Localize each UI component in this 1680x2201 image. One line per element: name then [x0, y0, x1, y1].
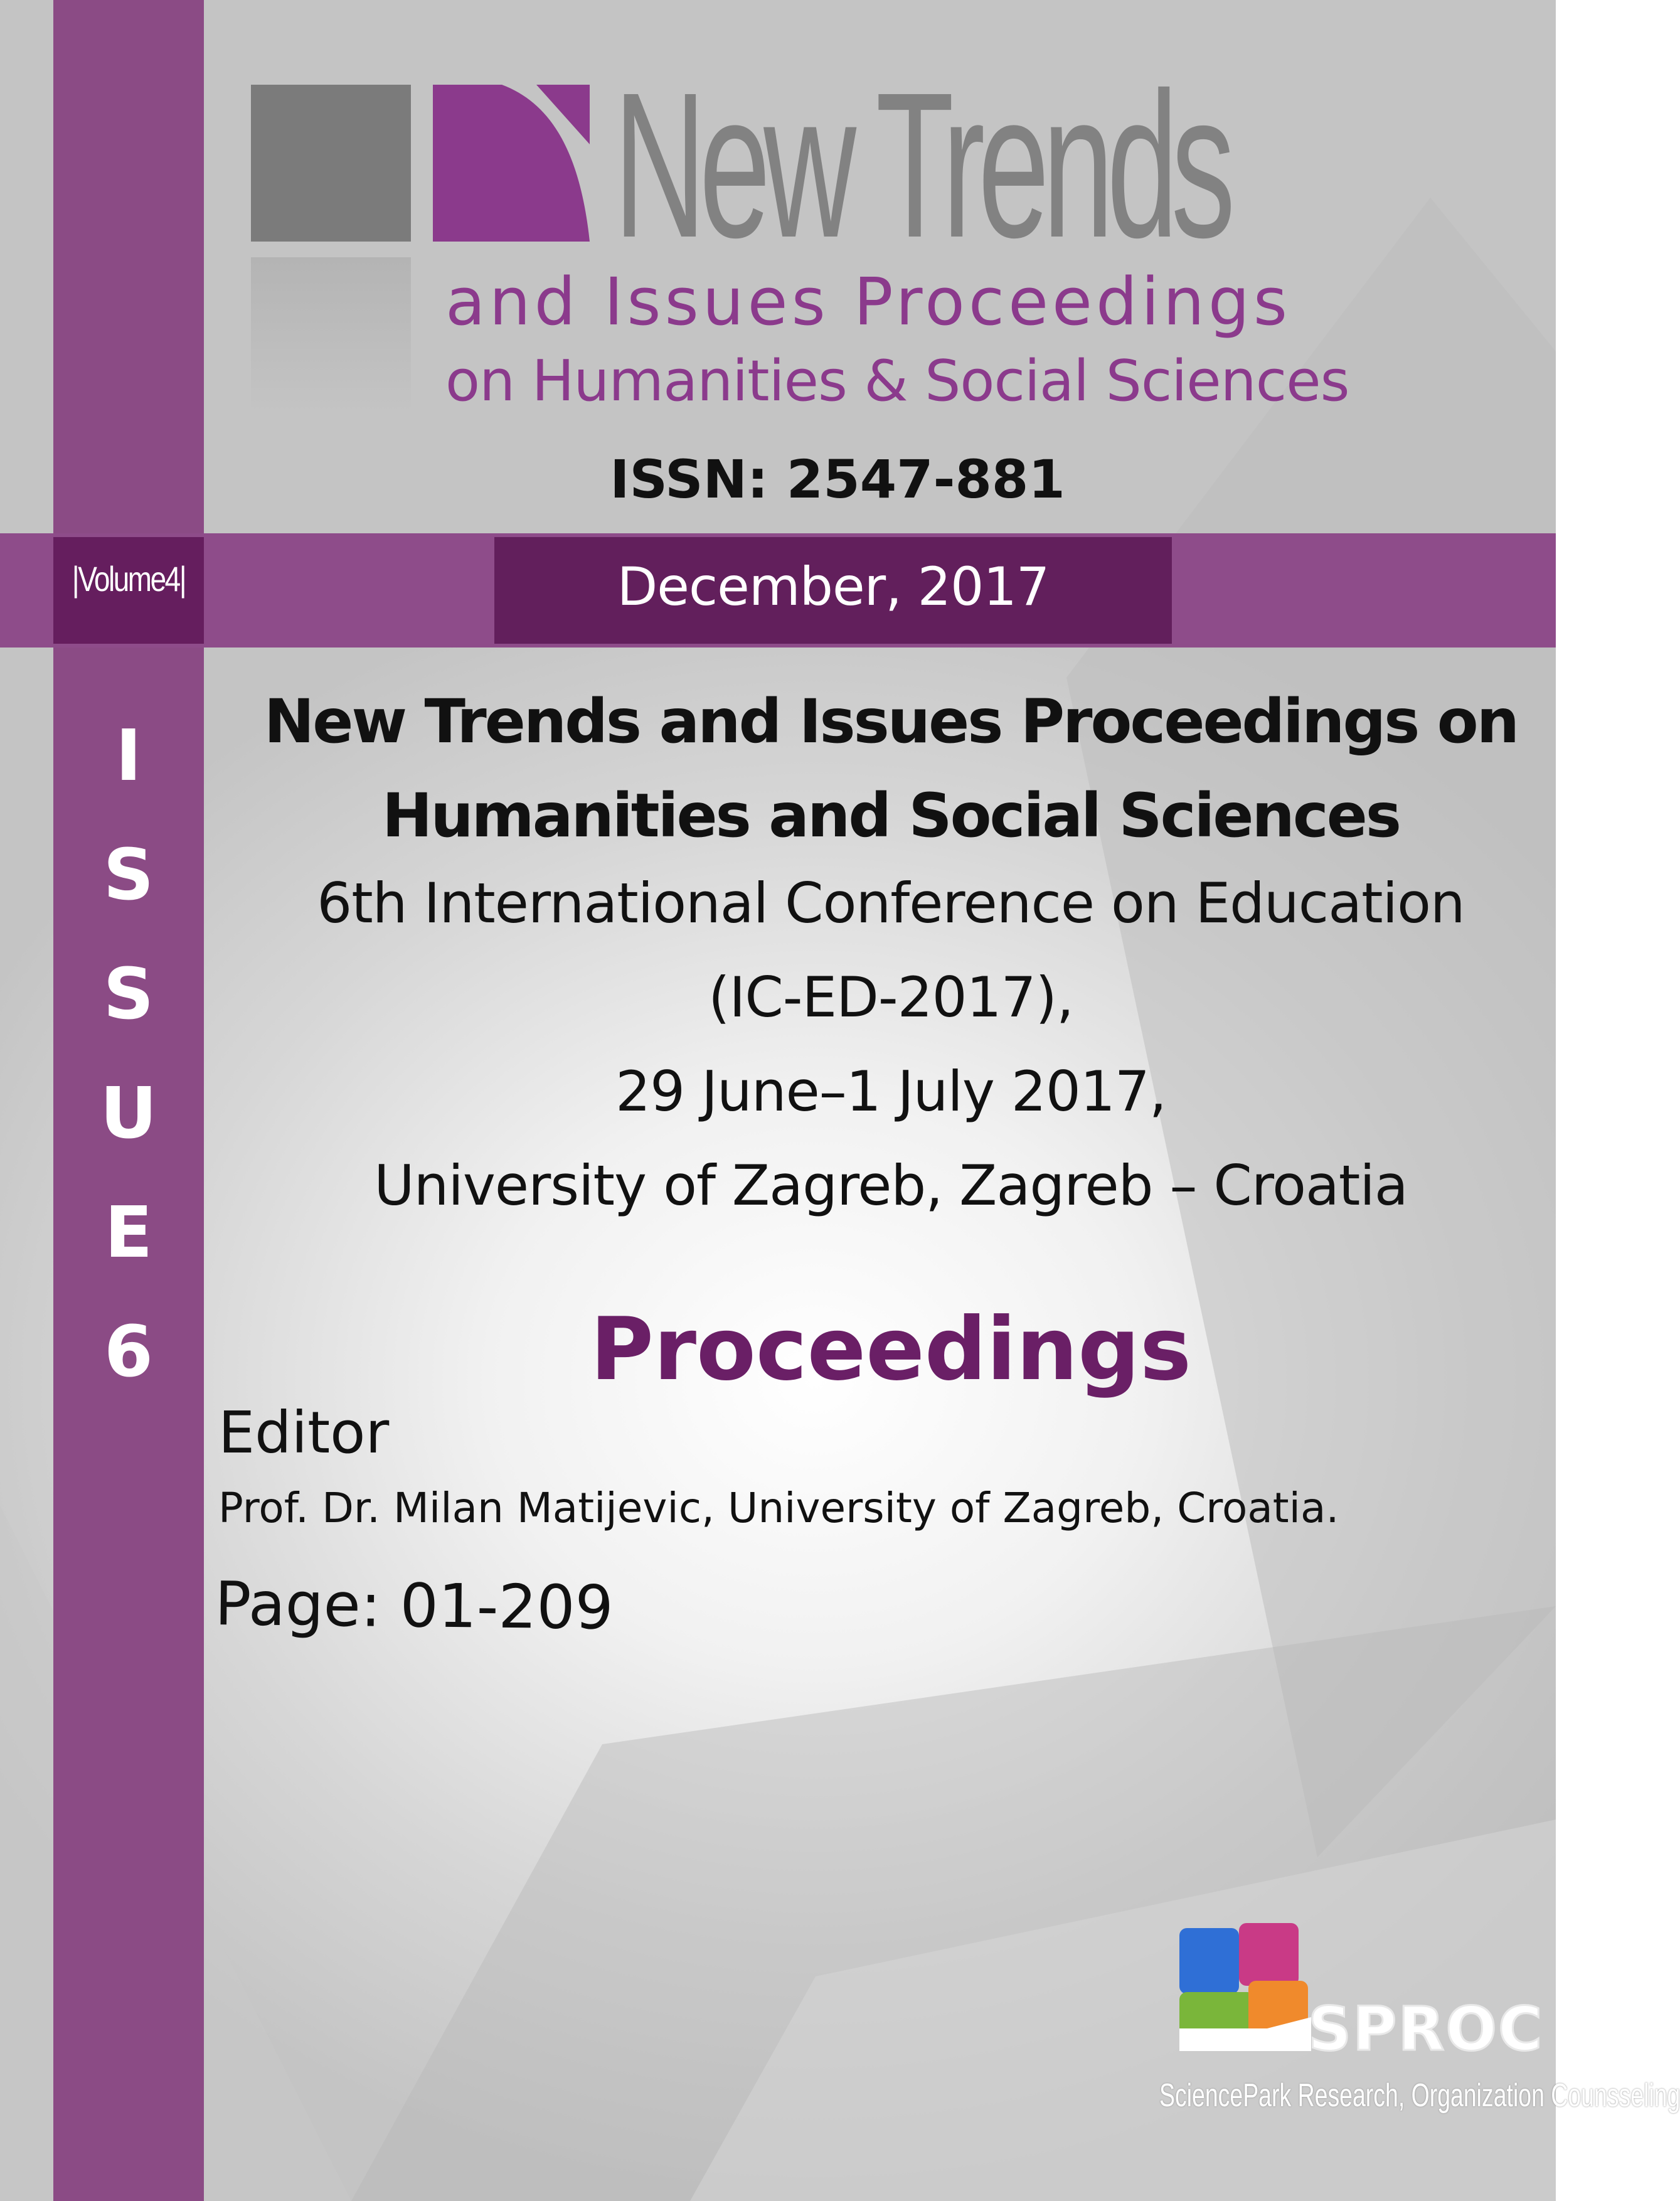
journal-title-line1: New Trends and Issues Proceedings on	[263, 686, 1518, 757]
editor-name: Prof. Dr. Milan Matijevic, University of Zagreb, Croatia.	[218, 1484, 1339, 1532]
issn: ISSN: 2547-881	[610, 449, 1065, 510]
issue-letter: E	[104, 1192, 153, 1274]
logo-title-new-trends: New Trends	[614, 49, 1229, 280]
conference-venue: University of Zagreb, Zagreb – Croatia	[374, 1153, 1408, 1218]
proceedings-heading: Proceedings	[590, 1299, 1192, 1400]
conference-info	[207, 856, 1575, 1233]
logo-subtitle-line1: and Issues Proceedings	[445, 264, 1292, 340]
logo-purple-quarter-icon	[433, 85, 590, 242]
logo-reflection	[251, 257, 411, 414]
volume-label: |Volume4|	[72, 559, 186, 599]
conference-abbrev: (IC-ED-2017),	[708, 965, 1073, 1030]
logo-subtitle-line2: on Humanities & Social Sciences	[445, 348, 1349, 414]
issue-letter: U	[100, 1073, 157, 1154]
page-range: Page: 01-209	[214, 1569, 614, 1643]
issue-number: 6	[104, 1311, 153, 1393]
issue-date: December, 2017	[617, 556, 1050, 617]
issue-letter: S	[103, 834, 154, 916]
conference-dates: 29 June–1 July 2017,	[615, 1059, 1166, 1124]
journal-title-line2: Humanities and Social Sciences	[381, 781, 1400, 851]
issue-vertical-label	[53, 696, 204, 1412]
sproc-logo-text: SPROC	[1308, 1994, 1544, 2064]
publisher-tagline: SciencePark Research, Organization Counsseling	[1159, 2077, 1680, 2114]
journal-title	[207, 674, 1575, 863]
issue-letter: I	[115, 715, 142, 797]
editor-label: Editor	[218, 1399, 390, 1466]
logo-gray-square	[251, 85, 411, 242]
conference-name: 6th International Conference on Education	[317, 871, 1465, 935]
issue-letter: S	[103, 954, 154, 1035]
